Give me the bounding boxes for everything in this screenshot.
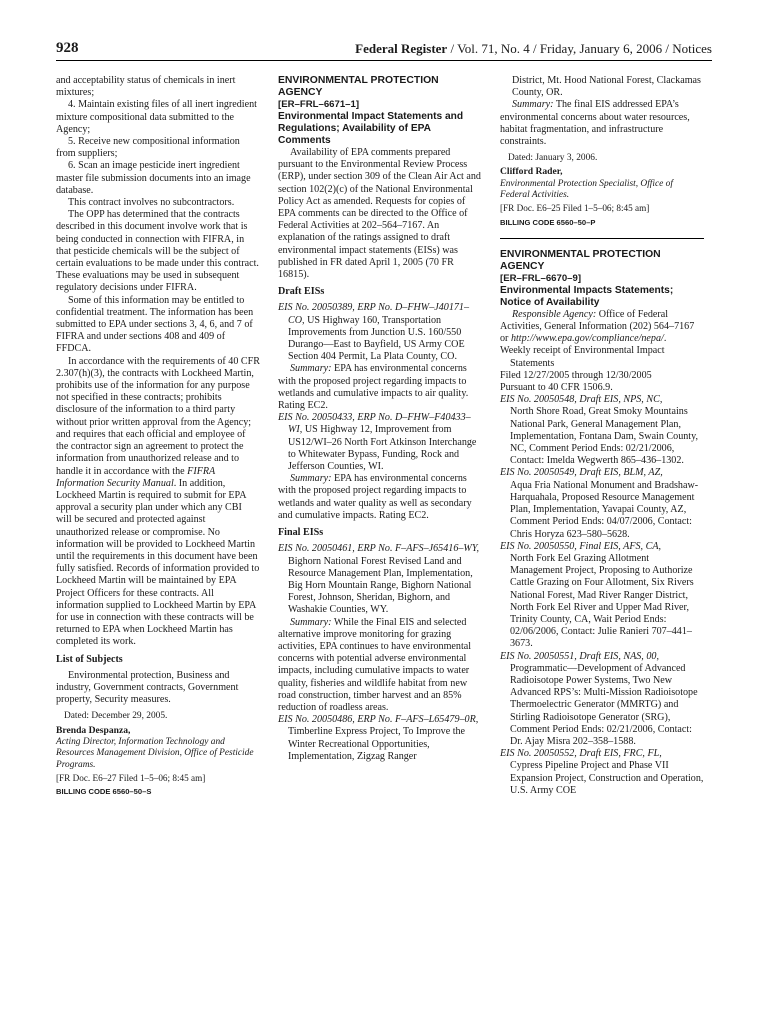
section-heading: Draft EISs (278, 286, 325, 298)
section-divider (500, 238, 704, 239)
weekly-receipt: Weekly receipt of Environmental Impact Statements (500, 345, 665, 369)
text-run: Timberline Express Project, To Improve the Winter Recreational Opportunities, Implementation, Zigzag Ranger (288, 726, 466, 762)
dated-line: Dated: December 29, 2005. (64, 711, 168, 722)
notice-title: Environmental Impact Statements and Regulations; Availability of EPA Comments (278, 111, 464, 146)
notice-title: Environmental Impacts Statements; Notice of Availability (500, 284, 674, 308)
eis-entry (500, 651, 704, 749)
summary (278, 363, 482, 412)
text-run: Programmatic—Development of Advanced Radioisotope Power Systems, Two New Advanced RPS’s: Multi-Mission Radioisotope Thermoelectric Generator (MMRTG) and Stirling Radioisotope Generator (SRG), Comment Period Ends: 02/21/2006, Contact: Dr. Ajay Misra 202–358–1588. (510, 662, 698, 747)
text-run: Office of Federal Activities, General Information (202) 564–7167 or (500, 308, 695, 345)
text-run: EPA has environmental concerns with the proposed project regarding impacts to wetlands and cumulative impacts to air quality. Rating EC2. (278, 363, 469, 412)
column-3 (500, 75, 704, 797)
text-run: Aqua Fria National Monument and Bradshaw-Harquahala, Proposed Resource Management Plan, Implementation, Yavapai County, AZ, Comment Period Ends: 04/07/2006, Contact: Chris Horyza 623–580–5628. (510, 479, 699, 540)
eis-id: EIS No. 20050548, Draft EIS, NPS, NC, (500, 394, 663, 406)
eis-entry-continued: District, Mt. Hood National Forest, Clackamas County, OR. (512, 75, 701, 99)
eis-entry (500, 748, 704, 797)
section-heading: List of Subjects (56, 653, 123, 665)
text-run: . (663, 333, 667, 345)
paragraph (56, 356, 260, 649)
responsible-label: Responsible Agency: (512, 308, 597, 320)
eis-id: EIS No. 20050461, ERP No. F–AFS–J65416–WY, (278, 543, 480, 555)
text-run: North Fork Eel Grazing Allotment Management Project, Proposing to Authorize Cattle Grazing on Four Allotment, Six Rivers National Forest, Mad River Ranger District, North Fork Eel River and Upper Mad River, Trinity County, CA, Wait Period Ends: 02/06/2006, Contact: Julie Ranieri 707–441–3673. (510, 552, 694, 650)
text-run: US Highway 12, Improvement from US12/WI–26 North Fort Atkinson Interchange to Whitewater Bypass, Funding, Rock and Jefferson Counties, WI. (288, 424, 477, 473)
fr-doc-line: [FR Doc. E6–25 Filed 1–5–06; 8:45 am] (500, 203, 650, 214)
agency-heading: ENVIRONMENTAL PROTECTION AGENCY (500, 248, 661, 272)
text-run: The final EIS addressed EPA’s environmental concerns about water resources, habitat fragmentation, and infrastructure constraints. (500, 99, 690, 148)
responsible-agency (500, 309, 704, 346)
eis-entry (500, 467, 704, 540)
paragraph: Some of this information may be entitled to confidential treatment. The information has been submitted to EPA under sections 3, 4, 6, and 7 of FIFRA and under sections 408 and 409 of FFDCA. (56, 294, 254, 355)
eis-entry (278, 714, 482, 763)
text-run: . In addition, Lockheed Martin is required to submit for EPA approval a security plan under which any CBI will be secured and protected against unauthorized release or compromise. No information will be provided to Lockheed Martin until the requirements in this document have been fully satisfied. Records of information provided to Lockheed Martin will be maintained by EPA Project Officers for these contracts. All information supplied to Lockheed Martin by EPA for use in connection with these contracts will be returned to EPA when Lockheed Martin has completed its work. (56, 477, 260, 648)
summary-label: Summary: (290, 473, 332, 485)
subjects-list: Environmental protection, Business and industry, Government contracts, Government property, Security measures. (56, 669, 239, 706)
signer-title: Acting Director, Information Technology and Resources Management Division, Office of Pesticide Programs. (56, 736, 254, 770)
paragraph: This contract involves no subcontractors. (68, 197, 235, 209)
billing-code: BILLING CODE 6560–50–S (56, 787, 152, 797)
eis-entry (278, 302, 482, 363)
eis-id: EIS No. 20050486, ERP No. F–AFS–L65479–0R, (278, 714, 479, 726)
page-header (56, 40, 712, 61)
eis-entry (500, 541, 704, 651)
agency-heading: ENVIRONMENTAL PROTECTION AGENCY (278, 75, 439, 98)
paragraph: 6. Scan an image pesticide inert ingredient master file submission documents into an image database. (56, 160, 251, 196)
eis-entry (278, 412, 482, 473)
eis-id: EIS No. 20050551, Draft EIS, NAS, 00, (500, 650, 659, 662)
eis-entry (278, 543, 482, 616)
summary (278, 473, 482, 522)
frl-number: [ER–FRL–6670–9] (500, 272, 582, 284)
page-number: 928 (56, 40, 79, 56)
text-run: North Shore Road, Great Smoky Mountains National Park, General Management Plan, Implementation, Fontana Dam, Swain County, NC, Comment Period Ends: 02/21/2006, Contact: Imelda Wegwerth 865–436–1302. (510, 406, 699, 467)
manual-title: FIFRA Information Security Manual (56, 465, 216, 489)
running-head (355, 41, 712, 57)
summary (278, 617, 482, 715)
eis-id: EIS No. 20050389, ERP No. D–FHW–J40171–CO, (278, 302, 470, 326)
journal-name: Federal Register (355, 41, 448, 56)
signer-title: Environmental Protection Specialist, Office of Federal Activities. (500, 178, 673, 201)
dated-line: Dated: January 3, 2006. (508, 153, 598, 164)
eis-id: EIS No. 20050433, ERP No. D–FHW–F40433–WI, (278, 412, 471, 436)
eis-id: EIS No. 20050552, Draft EIS, FRC, FL, (500, 748, 662, 760)
epa-url-link[interactable]: http://www.epa.gov/compliance/nepa/ (510, 333, 664, 345)
paragraph: and acceptability status of chemicals in inert mixtures; (56, 75, 236, 99)
summary (500, 99, 704, 148)
summary-label: Summary: (290, 363, 332, 375)
column-1 (56, 75, 260, 798)
billing-code: BILLING CODE 6560–50–P (500, 217, 596, 227)
text-run: Cypress Pipeline Project and Phase VII Expansion Project, Construction and Operation, U.S. Army COE (510, 760, 704, 796)
frl-number: [ER–FRL–6671–1] (278, 99, 360, 110)
text-run: While the Final EIS and selected alternative improve monitoring for grazing activities, EPA continues to have environmental concerns with potential adverse environmental impacts, including cumulative impacts to water quality, fisheries and wildlife habitat from new road construction, timber harvest and an 85% reduction of roadless areas. (278, 616, 472, 713)
text-run: US Highway 160, Transportation Improvements from Junction U.S. 160/550 Durango—East to Bayfield, US Army COE Section 404 Permit, La Plata County, CO. (288, 314, 465, 363)
eis-entry (500, 394, 704, 467)
eis-id: EIS No. 20050550, Final EIS, AFS, CA, (500, 540, 662, 552)
signer-name: Clifford Rader, (500, 166, 563, 178)
paragraph: The OPP has determined that the contracts described in this document involve work that is being conducted in connection with FIFRA, in that pesticide chemicals will be the subject of certain evaluations to be made under this contract. These evaluations may be used in subsequent regulatory decisions under FIFRA. (56, 209, 259, 294)
paragraph: Availability of EPA comments prepared pursuant to the Environmental Review Process (ERP), under section 309 of the Clean Air Act and section 102(2)(c) of the National Environmental Policy Act as amended. Requests for copies of EPA comments can be directed to the Office of Federal Activities at 202–564–7167. An explanation of the ratings assigned to draft environmental impact statements (EISs) was published in FR dated April 1, 2005 (70 FR 16815). (278, 147, 481, 281)
column-2 (278, 75, 482, 763)
summary-label: Summary: (512, 99, 554, 111)
paragraph: 4. Maintain existing files of all inert ingredient mixture compositional data submitted to the Agency; (56, 99, 257, 135)
paragraph: 5. Receive new compositional information from suppliers; (56, 136, 240, 160)
text-run: EPA has environmental concerns with the proposed project regarding impacts to wetlands and water quality as well as secondary and cumulative impacts. Rating EC2. (278, 473, 472, 521)
text-run: In accordance with the requirements of 40 CFR 2.307(h)(3), the contracts with Lockheed Martin, prohibits use of the information for any purpose not specified in these contracts; prohibits disclosure of the information to a third party without prior written approval from the Agency; and requires that each official and employee of the contractor sign an agreement to protect the information from unauthorized release and to handle it in accordance with the (56, 355, 261, 477)
summary-label: Summary: (290, 616, 332, 628)
section-heading: Final EISs (278, 527, 324, 539)
issue-info: / Vol. 71, No. 4 / Friday, January 6, 2006 / Notices (447, 41, 712, 56)
eis-id: EIS No. 20050549, Draft EIS, BLM, AZ, (500, 467, 663, 479)
text-run: Bighorn National Forest Revised Land and Resource Management Plan, Implementation, Big Horn Mountain Range, Bighorn National Forest, Johnson, Sheridan, Bighorn, and Washakie Counties, WY. (288, 555, 473, 616)
signer-name: Brenda Despanza, (56, 724, 131, 736)
fr-doc-line: [FR Doc. E6–27 Filed 1–5–06; 8:45 am] (56, 772, 206, 783)
pursuant-line: Pursuant to 40 CFR 1506.9. (500, 382, 613, 394)
filed-dates: Filed 12/27/2005 through 12/30/2005 (500, 369, 652, 381)
